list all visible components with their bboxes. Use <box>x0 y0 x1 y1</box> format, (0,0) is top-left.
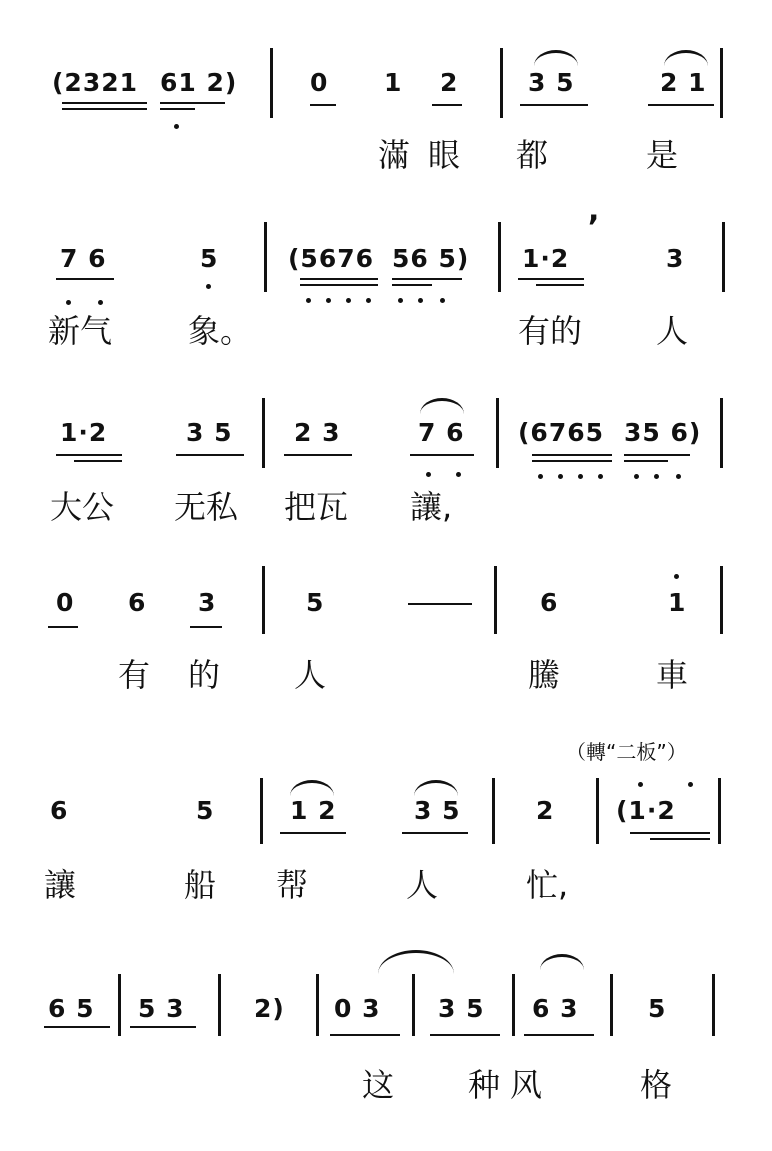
underline <box>630 832 710 834</box>
lyric: 人 <box>294 656 327 694</box>
lyric: 都 <box>516 136 549 174</box>
underline <box>48 626 78 628</box>
note-group: (1·2 <box>616 796 676 825</box>
low-octave-dot <box>306 298 311 303</box>
note-group: 5 <box>200 244 219 273</box>
high-octave-dot <box>688 782 693 787</box>
underline <box>160 102 225 104</box>
lyric: 的 <box>188 656 221 694</box>
lyric: 船 <box>184 866 217 904</box>
low-octave-dot <box>558 474 563 479</box>
underline <box>648 104 714 106</box>
note-group: (5676 <box>288 244 375 273</box>
slur <box>290 780 334 796</box>
low-octave-dot <box>440 298 445 303</box>
low-octave-dot <box>538 474 543 479</box>
low-octave-dot <box>326 298 331 303</box>
low-octave-dot <box>676 474 681 479</box>
underline <box>392 284 432 286</box>
lyric: 人 <box>406 866 439 904</box>
note-group: (2321 <box>52 68 139 97</box>
underline <box>310 104 336 106</box>
lyric: 滿眼 <box>378 136 479 174</box>
underline <box>518 278 584 280</box>
slur <box>664 50 708 66</box>
barline <box>712 974 715 1036</box>
lyric: 讓 <box>44 866 77 904</box>
lyric: 把瓦 <box>284 488 349 526</box>
note-group: 3 5 <box>186 418 233 447</box>
note-group: 6 <box>50 796 69 825</box>
note-group: 3 5 <box>438 994 485 1023</box>
note-group: 6 3 <box>532 994 579 1023</box>
note-group: 3 5 <box>414 796 461 825</box>
note-group: 2 3 <box>294 418 341 447</box>
lyric: 新气 <box>48 312 113 350</box>
slur <box>420 398 464 414</box>
underline <box>284 454 352 456</box>
lyric: 人 <box>656 312 689 350</box>
barline <box>316 974 319 1036</box>
slur <box>534 50 578 66</box>
barline <box>596 778 599 844</box>
barline <box>722 222 725 292</box>
underline <box>56 454 122 456</box>
note-group: 6 <box>540 588 559 617</box>
barline <box>264 222 267 292</box>
underline <box>650 838 710 840</box>
underline <box>532 460 612 462</box>
underline <box>402 832 468 834</box>
lyric: 象。 <box>188 312 253 350</box>
low-octave-dot <box>66 300 71 305</box>
note-group: 7 6 <box>418 418 465 447</box>
note-group: 2 <box>440 68 459 97</box>
lyric: 是 <box>646 136 679 174</box>
note-group: 3 <box>666 244 685 273</box>
lyric: 有 <box>118 656 151 694</box>
note-group: 1·2 <box>522 244 570 273</box>
underline <box>130 1026 196 1028</box>
barline <box>498 222 501 292</box>
note-group: 61 2) <box>160 68 238 97</box>
note-group: 2 1 <box>660 68 707 97</box>
underline <box>432 104 462 106</box>
underline <box>392 278 462 280</box>
note-group: 7 6 <box>60 244 107 273</box>
breath-mark: , <box>588 193 600 228</box>
note-group: 2 <box>536 796 555 825</box>
underline <box>532 454 612 456</box>
underline <box>62 108 147 110</box>
low-octave-dot <box>456 472 461 477</box>
low-octave-dot <box>174 124 179 129</box>
low-octave-dot <box>598 474 603 479</box>
note-group: 0 3 <box>334 994 381 1023</box>
barline <box>512 974 515 1036</box>
lyric: 有的 <box>518 312 583 350</box>
note-group: 5 <box>306 588 325 617</box>
note-group: 0 <box>310 68 329 97</box>
barline <box>118 974 121 1036</box>
barline <box>492 778 495 844</box>
underline <box>44 1026 110 1028</box>
note-group: 0 <box>56 588 75 617</box>
underline <box>280 832 346 834</box>
low-octave-dot <box>426 472 431 477</box>
note-group: 5 3 <box>138 994 185 1023</box>
lyric: 这 <box>362 1066 395 1104</box>
low-octave-dot <box>346 298 351 303</box>
note-group: 3 <box>198 588 217 617</box>
barline <box>720 48 723 118</box>
note-group: 5 <box>648 994 667 1023</box>
lyric: 讓, <box>410 488 453 526</box>
lyric: 車 <box>656 656 689 694</box>
low-octave-dot <box>98 300 103 305</box>
note-group: 3 5 <box>528 68 575 97</box>
lyric: 帮 <box>276 866 309 904</box>
barline <box>496 398 499 468</box>
note-group: 6 <box>128 588 147 617</box>
low-octave-dot <box>578 474 583 479</box>
barline <box>262 398 265 468</box>
underline <box>520 104 588 106</box>
lyric: 騰 <box>528 656 561 694</box>
underline <box>160 108 195 110</box>
low-octave-dot <box>366 298 371 303</box>
note-group: (6765 <box>518 418 605 447</box>
barline <box>720 566 723 634</box>
lyric: 忙, <box>526 866 569 904</box>
low-octave-dot <box>398 298 403 303</box>
underline <box>300 278 378 280</box>
high-octave-dot <box>674 574 679 579</box>
note-group: 1 <box>384 68 403 97</box>
note-group: 2) <box>254 994 285 1023</box>
barline <box>260 778 263 844</box>
note-group: 1·2 <box>60 418 108 447</box>
underline <box>524 1034 594 1036</box>
underline <box>624 460 668 462</box>
barline <box>718 778 721 844</box>
slur <box>540 954 584 970</box>
underline <box>410 454 474 456</box>
lyric: 无私 <box>174 488 239 526</box>
underline <box>56 278 114 280</box>
barline <box>218 974 221 1036</box>
note-group: 5 <box>196 796 215 825</box>
note-group: 6 5 <box>48 994 95 1023</box>
barline <box>500 48 503 118</box>
barline <box>270 48 273 118</box>
underline <box>430 1034 500 1036</box>
barline <box>720 398 723 468</box>
underline <box>624 454 690 456</box>
lyric: 格 <box>640 1066 673 1104</box>
slur <box>414 780 458 796</box>
low-octave-dot <box>654 474 659 479</box>
lyric: 大公 <box>50 488 115 526</box>
note-group: 56 5) <box>392 244 470 273</box>
underline <box>62 102 147 104</box>
barline <box>262 566 265 634</box>
underline <box>300 284 378 286</box>
high-octave-dot <box>638 782 643 787</box>
note-group: 35 6) <box>624 418 702 447</box>
slur <box>378 950 454 974</box>
hold-dash <box>408 603 472 605</box>
underline <box>190 626 222 628</box>
barline <box>610 974 613 1036</box>
underline <box>176 454 244 456</box>
low-octave-dot <box>634 474 639 479</box>
low-octave-dot <box>418 298 423 303</box>
barline <box>412 974 415 1036</box>
underline <box>74 460 122 462</box>
underline <box>536 284 584 286</box>
barline <box>494 566 497 634</box>
underline <box>330 1034 400 1036</box>
note-group: 1 <box>668 588 687 617</box>
lyric: 种风 <box>468 1066 553 1104</box>
annotation: （轉“二板”） <box>566 740 687 764</box>
note-group: 1 2 <box>290 796 337 825</box>
low-octave-dot <box>206 284 211 289</box>
